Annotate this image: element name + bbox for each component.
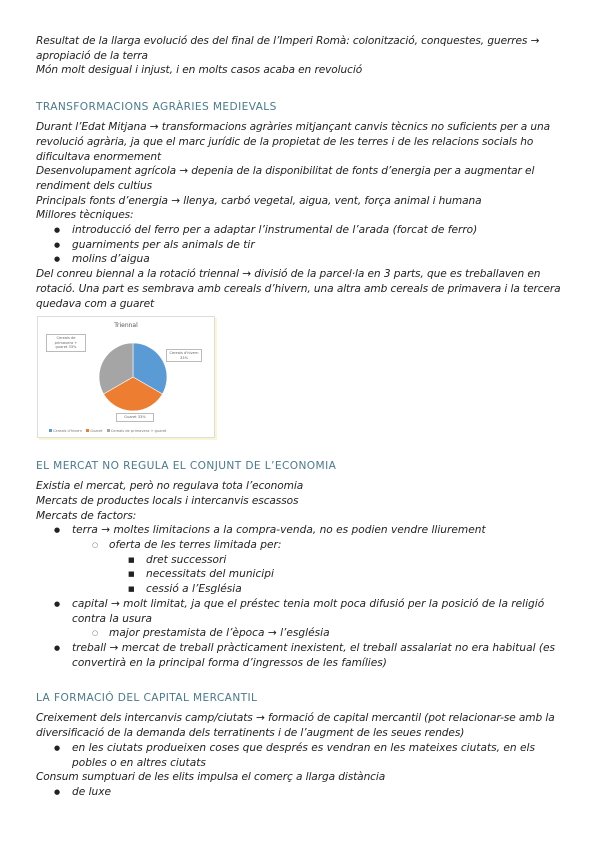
- list-item: ■ cessió a l’Església: [36, 582, 566, 597]
- list-item: ■ necessitats del municipi: [36, 567, 566, 582]
- paragraph: Mercats de productes locals i intercanvis escassos: [36, 494, 299, 507]
- triennial-pie-chart: [37, 316, 215, 438]
- paragraph: Millores tècniques:: [36, 209, 134, 222]
- paragraph: Principals fonts d’energia → llenya, carbó vegetal, aigua, vent, força animal i humana: [36, 194, 482, 207]
- paragraph: Existia el mercat, però no regulava tota l’economia: [36, 480, 304, 493]
- chart-title: Triennal: [114, 322, 138, 330]
- chart-legend: Cereals d'hivern Guaret Cereals de primavera + guaret: [46, 429, 166, 433]
- list-item: ○ major prestamista de l’època → l’església: [36, 626, 566, 641]
- luxury-list: [36, 785, 566, 800]
- list-item: ■ dret successori: [36, 553, 566, 568]
- paragraph: Mercats de factors:: [36, 509, 137, 522]
- list-item: ○ oferta de les terres limitada per:: [36, 538, 566, 553]
- paragraph: Durant l’Edat Mitjana → transformacions agràries mitjançant canvis tècnics no suficients per a una revolució agrària, ja que el marc jurídic de la propietat de les terres i de les relacions socials ho dificultava enormement: [36, 121, 550, 163]
- list-item: ● en les ciutats produeixen coses que després es vendran en les mateixes ciutats, en els pobles o en altres ciutats: [36, 741, 566, 770]
- list-item: ● guarniments per als animals de tir: [36, 238, 566, 253]
- list-item: ● capital → molt limitat, ja que el préstec tenia molt poca difusió per la posició de la religió contra la usura: [36, 597, 566, 626]
- paragraph: Consum sumptuari de les elits impulsa el comerç a llarga distància: [36, 771, 386, 784]
- section-heading: EL MERCAT NO REGULA EL CONJUNT DE L’ECONOMIA: [36, 460, 337, 473]
- legend-swatch: [107, 429, 110, 432]
- intro-paragraph: Món molt desigual i injust, i en molts casos acaba en revolució: [36, 64, 363, 77]
- data-label: Cereals de primavera + guaret 33%: [46, 334, 86, 352]
- legend-swatch: [86, 429, 89, 432]
- techniques-list: [36, 223, 566, 267]
- list-item: ● treball → mercat de treball pràcticament inexistent, el treball assalariat no era habitual (es convertirà en la principal forma d’ingressos de les famílies): [36, 641, 566, 670]
- section-heading: TRANSFORMACIONS AGRÀRIES MEDIEVALS: [36, 101, 277, 114]
- intro-paragraph: Resultat de la llarga evolució des del final de l’Imperi Romà: colonització, conquestes, guerres → apropiació de la terra: [36, 35, 540, 62]
- cities-list: [36, 741, 566, 770]
- paragraph: Del conreu biennal a la rotació triennal → divisió de la parcel·la en 3 parts, que es treballaven en rotació. Una part es sembrava amb cereals d’hivern, una altra amb cereals de primavera i la tercera quedava com a guaret: [36, 268, 561, 310]
- list-item: ● introducció del ferro per a adaptar l’instrumental de l’arada (forcat de ferro): [36, 223, 566, 238]
- factors-list: [36, 523, 566, 670]
- section-heading: LA FORMACIÓ DEL CAPITAL MERCANTIL: [36, 692, 258, 705]
- legend-swatch: [49, 429, 52, 432]
- paragraph: Desenvolupament agrícola → depenia de la disponibilitat de fonts d’energia per a augmentar el rendiment dels cultius: [36, 165, 535, 192]
- list-item: ● molins d’aigua: [36, 252, 566, 267]
- document-page: [36, 34, 566, 800]
- data-label: Guaret 33%: [116, 413, 154, 422]
- data-label: Cereals d'hivern 33%: [166, 349, 202, 362]
- list-item: ● de luxe: [36, 785, 566, 800]
- paragraph: Creixement dels intercanvis camp/ciutats → formació de capital mercantil (pot relacionar-se amb la diversificació de la demanda dels terratinents i de l’augment de les seues rendes): [36, 712, 555, 740]
- list-item: ● terra → moltes limitacions a la compra-venda, no es podien vendre lliurement: [36, 523, 566, 538]
